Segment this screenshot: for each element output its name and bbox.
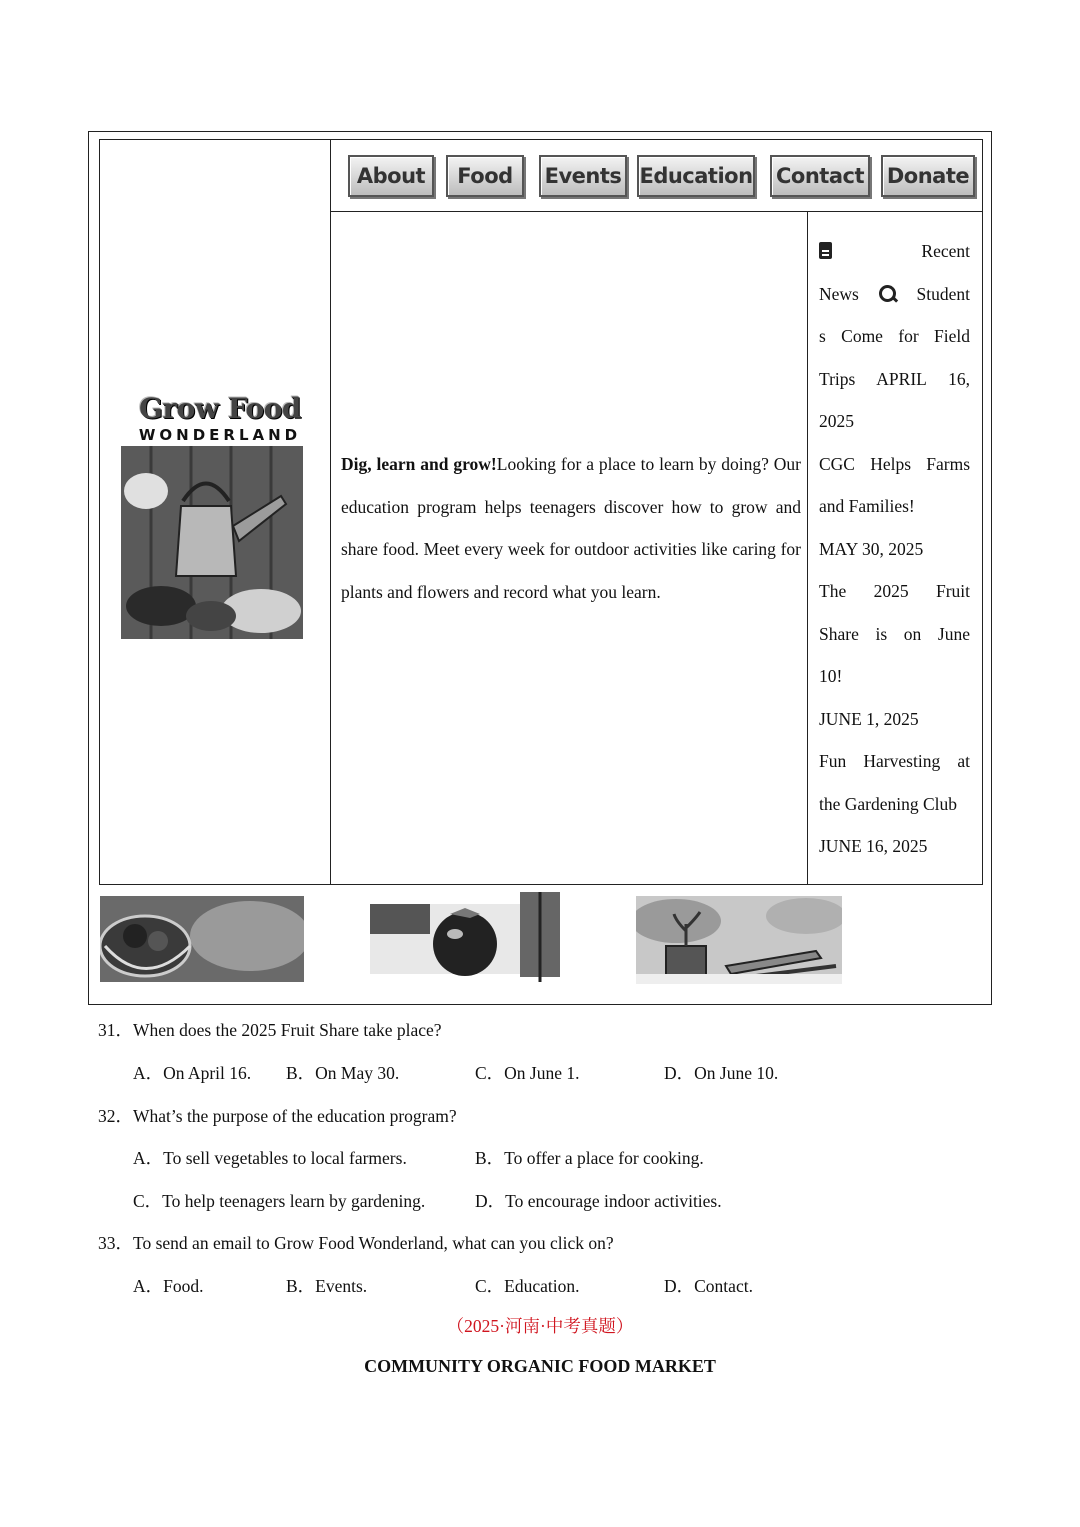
nav-about-button[interactable]: About bbox=[348, 155, 434, 197]
education-description bbox=[341, 443, 801, 613]
news-item-1-title-l2[interactable]: s Come for Field bbox=[819, 326, 970, 346]
question-33-stem: 33．To send an email to Grow Food Wonderland, what can you click on? bbox=[98, 1233, 614, 1253]
tomato-image bbox=[370, 892, 560, 982]
garden-tools-illustration bbox=[636, 896, 842, 984]
nav-education-button[interactable]: Education bbox=[637, 155, 755, 197]
news-item-3-title-l2[interactable]: Share is on June bbox=[819, 623, 970, 644]
news-item-1-title-l3[interactable]: Trips APRIL 16, bbox=[819, 368, 970, 389]
question-32-option-c[interactable]: C．To help teenagers learn by gardening. bbox=[133, 1191, 426, 1211]
nav-events-button[interactable]: Events bbox=[539, 155, 627, 197]
question-31-stem: 31．When does the 2025 Fruit Share take place? bbox=[98, 1020, 442, 1040]
nav-contact-button[interactable]: Contact bbox=[770, 155, 870, 197]
logo-subtitle: WONDERLAND bbox=[138, 426, 302, 444]
nav-donate-button[interactable]: Donate bbox=[881, 155, 975, 197]
question-31-option-b[interactable]: B．On May 30. bbox=[286, 1063, 400, 1083]
exam-source-tag: （2025·河南·中考真题） bbox=[446, 1316, 634, 1336]
question-33-option-c[interactable]: C．Education. bbox=[475, 1276, 580, 1296]
news-item-4-title-l1[interactable]: Fun Harvesting at bbox=[819, 751, 970, 771]
garden-tools-image bbox=[636, 896, 842, 984]
search-icon[interactable] bbox=[879, 285, 896, 302]
question-33-option-b[interactable]: B．Events. bbox=[286, 1276, 368, 1296]
news-item-2-title-l2[interactable]: and Families! bbox=[819, 496, 915, 516]
news-item-1-date: 2025 bbox=[819, 411, 854, 431]
news-heading-line-2 bbox=[819, 273, 970, 316]
news-heading-news: News bbox=[819, 283, 859, 304]
education-body: Looking for a place to learn by doing? Our education program helps teenagers discover how to grow and share food. Meet every week for outdoor activities like caring for plants and flowers and record what you learn. bbox=[341, 454, 802, 602]
question-33-option-d[interactable]: D．Contact. bbox=[664, 1276, 753, 1296]
basket-illustration bbox=[100, 896, 304, 982]
watering-can-image bbox=[121, 446, 303, 639]
watering-can-illustration bbox=[121, 446, 303, 639]
tomato-illustration bbox=[370, 892, 560, 982]
news-item-3-title-l1[interactable]: The 2025 Fruit bbox=[819, 581, 970, 601]
news-item-3-title-l3[interactable]: 10! bbox=[819, 666, 843, 686]
document-icon bbox=[819, 242, 832, 259]
news-heading-line bbox=[819, 230, 970, 273]
education-lead: Dig, learn and grow! bbox=[341, 454, 497, 474]
news-item-1-title-l1[interactable]: Student bbox=[916, 283, 970, 304]
question-32-option-a[interactable]: A．To sell vegetables to local farmers. bbox=[133, 1148, 407, 1168]
news-item-4-date: JUNE 16, 2025 bbox=[819, 836, 928, 856]
question-32-stem: 32．What’s the purpose of the education program? bbox=[98, 1106, 457, 1126]
question-33-option-a[interactable]: A．Food. bbox=[133, 1276, 204, 1296]
news-item-2-title-l1[interactable]: CGC Helps Farms bbox=[819, 453, 970, 474]
question-31-option-c[interactable]: C．On June 1. bbox=[475, 1063, 580, 1083]
news-item-3-date: JUNE 1, 2025 bbox=[819, 708, 919, 729]
news-heading-recent: Recent bbox=[921, 241, 970, 261]
news-item-2-date: MAY 30, 2025 bbox=[819, 538, 924, 559]
question-32-option-b[interactable]: B．To offer a place for cooking. bbox=[475, 1148, 704, 1168]
question-32-option-d[interactable]: D．To encourage indoor activities. bbox=[475, 1191, 722, 1211]
nav-food-button[interactable]: Food bbox=[446, 155, 524, 197]
question-31-option-a[interactable]: A．On April 16. bbox=[133, 1063, 252, 1083]
news-item-4-title-l2[interactable]: the Gardening Club bbox=[819, 793, 958, 814]
basket-vegetables-image bbox=[100, 896, 304, 982]
recent-news-panel bbox=[819, 230, 970, 868]
nav-bar bbox=[331, 139, 983, 212]
logo-title: Grow Food bbox=[139, 392, 301, 425]
question-31-option-d[interactable]: D．On June 10. bbox=[664, 1063, 779, 1083]
next-section-title: COMMUNITY ORGANIC FOOD MARKET bbox=[364, 1356, 716, 1376]
